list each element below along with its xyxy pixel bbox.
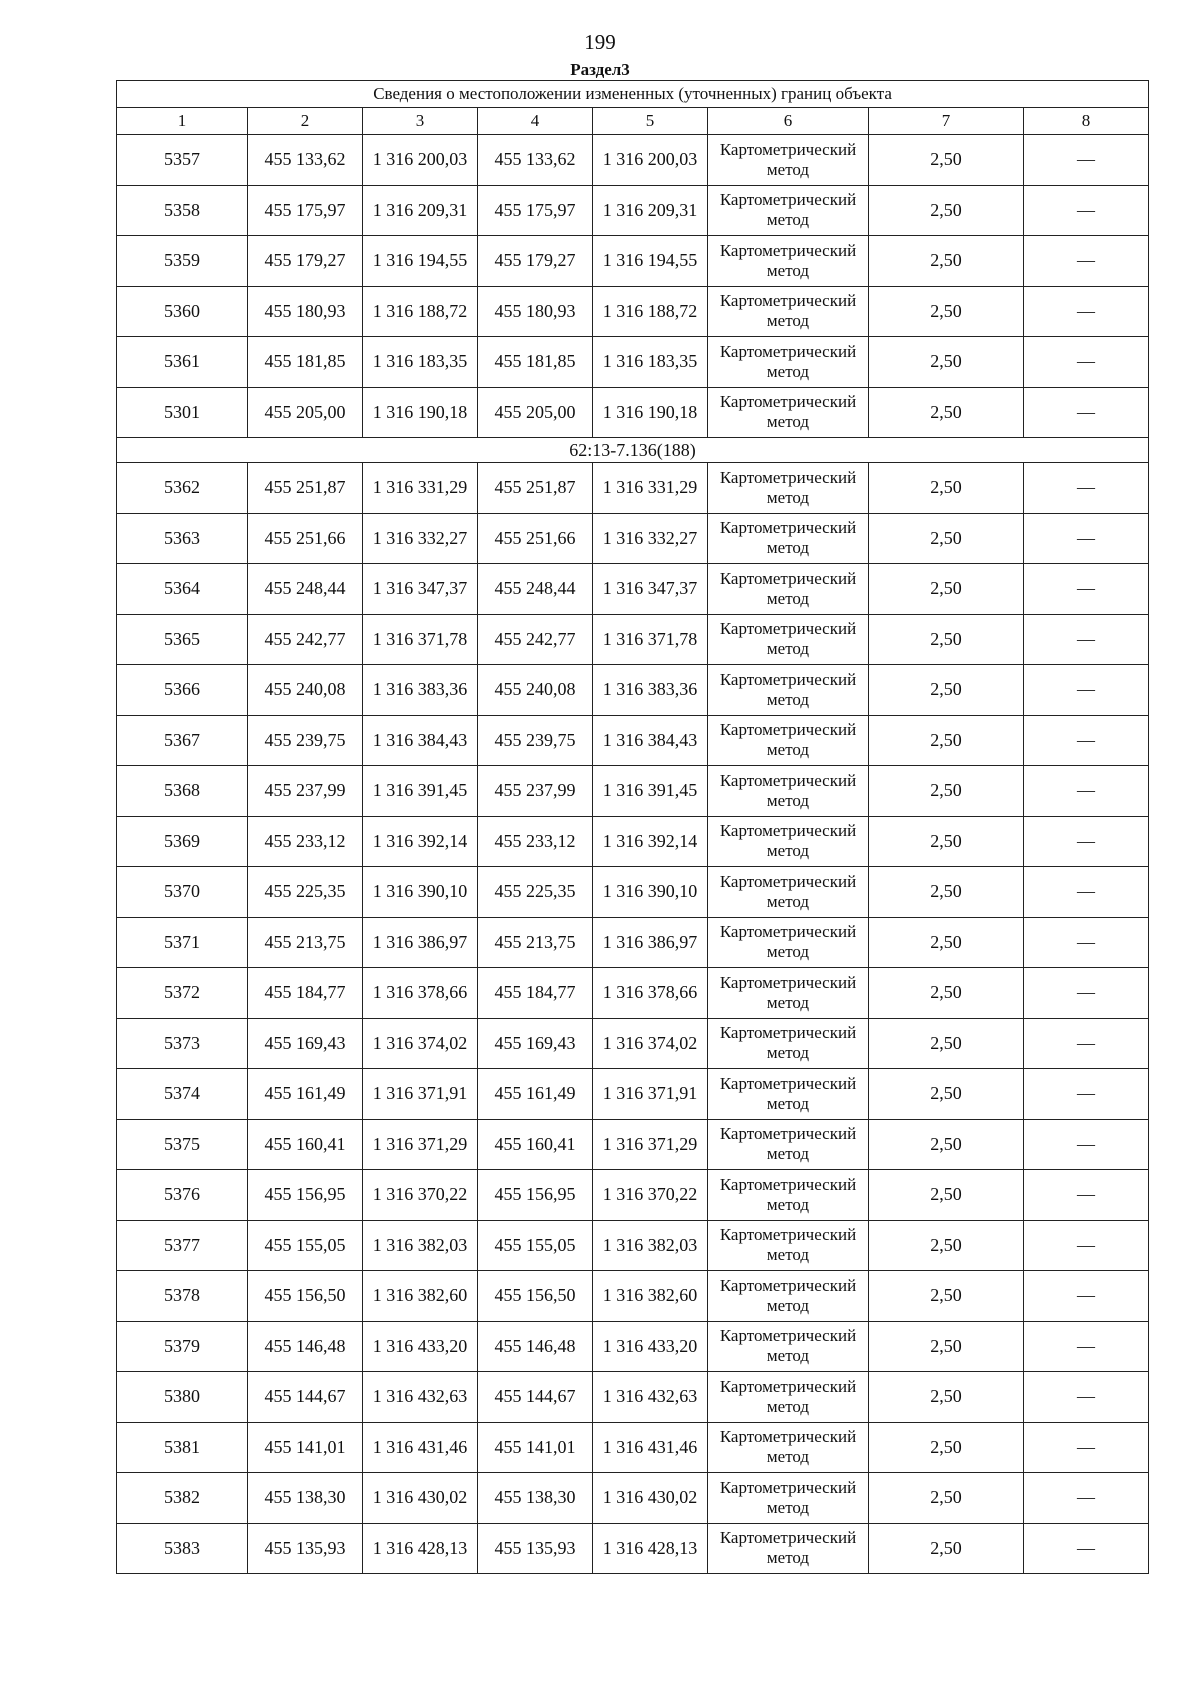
table-row: [117, 968, 1149, 1019]
accuracy-cell: 2,50: [869, 1372, 1024, 1423]
point-number-cell: 5373: [117, 1018, 248, 1069]
accuracy-cell: 2,50: [869, 1473, 1024, 1524]
x-new-cell: 455 233,12: [478, 816, 593, 867]
point-number-cell: 5357: [117, 135, 248, 186]
accuracy-cell: 2,50: [869, 968, 1024, 1019]
x-new-cell: 455 160,41: [478, 1119, 593, 1170]
y-old-cell: 1 316 433,20: [363, 1321, 478, 1372]
table-row: [117, 337, 1149, 388]
y-new-cell: 1 316 200,03: [593, 135, 708, 186]
accuracy-cell: 2,50: [869, 1170, 1024, 1221]
table-row: [117, 816, 1149, 867]
x-old-cell: 455 146,48: [248, 1321, 363, 1372]
accuracy-cell: 2,50: [869, 236, 1024, 287]
x-new-cell: 455 225,35: [478, 867, 593, 918]
x-new-cell: 455 138,30: [478, 1473, 593, 1524]
x-old-cell: 455 233,12: [248, 816, 363, 867]
method-cell: Картометрический метод: [708, 564, 869, 615]
group-header-row: [117, 438, 1149, 463]
x-old-cell: 455 239,75: [248, 715, 363, 766]
x-new-cell: 455 156,50: [478, 1271, 593, 1322]
boundary-coordinates-table: [116, 80, 1149, 1574]
x-new-cell: 455 133,62: [478, 135, 593, 186]
method-cell: Картометрический метод: [708, 1523, 869, 1574]
x-new-cell: 455 179,27: [478, 236, 593, 287]
y-new-cell: 1 316 332,27: [593, 513, 708, 564]
y-new-cell: 1 316 433,20: [593, 1321, 708, 1372]
description-cell: —: [1024, 816, 1149, 867]
page-number: 199: [584, 30, 616, 54]
y-old-cell: 1 316 209,31: [363, 185, 478, 236]
table-row: [117, 1170, 1149, 1221]
y-new-cell: 1 316 371,78: [593, 614, 708, 665]
description-cell: —: [1024, 917, 1149, 968]
description-cell: —: [1024, 1018, 1149, 1069]
method-cell: Картометрический метод: [708, 1372, 869, 1423]
x-old-cell: 455 213,75: [248, 917, 363, 968]
x-new-cell: 455 181,85: [478, 337, 593, 388]
description-cell: —: [1024, 867, 1149, 918]
y-new-cell: 1 316 209,31: [593, 185, 708, 236]
accuracy-cell: 2,50: [869, 135, 1024, 186]
column-number-3: 3: [363, 108, 478, 135]
point-number-cell: 5362: [117, 463, 248, 514]
x-new-cell: 455 146,48: [478, 1321, 593, 1372]
accuracy-cell: 2,50: [869, 1523, 1024, 1574]
y-old-cell: 1 316 370,22: [363, 1170, 478, 1221]
accuracy-cell: 2,50: [869, 1422, 1024, 1473]
description-cell: —: [1024, 1119, 1149, 1170]
point-number-cell: 5369: [117, 816, 248, 867]
column-number-row: [117, 108, 1149, 135]
point-number-cell: 5381: [117, 1422, 248, 1473]
method-cell: Картометрический метод: [708, 513, 869, 564]
table-row: [117, 614, 1149, 665]
y-new-cell: 1 316 371,29: [593, 1119, 708, 1170]
y-old-cell: 1 316 188,72: [363, 286, 478, 337]
y-new-cell: 1 316 374,02: [593, 1018, 708, 1069]
table-row: [117, 867, 1149, 918]
accuracy-cell: 2,50: [869, 463, 1024, 514]
x-old-cell: 455 156,95: [248, 1170, 363, 1221]
method-cell: Картометрический метод: [708, 816, 869, 867]
y-old-cell: 1 316 390,10: [363, 867, 478, 918]
description-cell: —: [1024, 185, 1149, 236]
method-cell: Картометрический метод: [708, 614, 869, 665]
accuracy-cell: 2,50: [869, 917, 1024, 968]
x-old-cell: 455 237,99: [248, 766, 363, 817]
x-old-cell: 455 133,62: [248, 135, 363, 186]
y-new-cell: 1 316 430,02: [593, 1473, 708, 1524]
accuracy-cell: 2,50: [869, 1018, 1024, 1069]
accuracy-cell: 2,50: [869, 867, 1024, 918]
method-cell: Картометрический метод: [708, 867, 869, 918]
y-old-cell: 1 316 331,29: [363, 463, 478, 514]
section-title: Раздел3: [570, 60, 630, 79]
point-number-cell: 5301: [117, 387, 248, 438]
y-new-cell: 1 316 392,14: [593, 816, 708, 867]
y-old-cell: 1 316 382,60: [363, 1271, 478, 1322]
table-caption: Сведения о местоположении измененных (уточненных) границ объекта: [117, 81, 1149, 108]
x-new-cell: 455 205,00: [478, 387, 593, 438]
point-number-cell: 5360: [117, 286, 248, 337]
x-new-cell: 455 180,93: [478, 286, 593, 337]
description-cell: —: [1024, 564, 1149, 615]
y-new-cell: 1 316 391,45: [593, 766, 708, 817]
x-new-cell: 455 175,97: [478, 185, 593, 236]
description-cell: —: [1024, 463, 1149, 514]
x-new-cell: 455 213,75: [478, 917, 593, 968]
x-new-cell: 455 161,49: [478, 1069, 593, 1120]
description-cell: —: [1024, 286, 1149, 337]
x-new-cell: 455 237,99: [478, 766, 593, 817]
x-old-cell: 455 225,35: [248, 867, 363, 918]
x-old-cell: 455 240,08: [248, 665, 363, 716]
y-new-cell: 1 316 386,97: [593, 917, 708, 968]
table-row: [117, 564, 1149, 615]
accuracy-cell: 2,50: [869, 715, 1024, 766]
y-new-cell: 1 316 383,36: [593, 665, 708, 716]
description-cell: —: [1024, 968, 1149, 1019]
accuracy-cell: 2,50: [869, 1069, 1024, 1120]
description-cell: —: [1024, 1422, 1149, 1473]
description-cell: —: [1024, 1321, 1149, 1372]
x-old-cell: 455 175,97: [248, 185, 363, 236]
accuracy-cell: 2,50: [869, 1321, 1024, 1372]
x-new-cell: 455 251,87: [478, 463, 593, 514]
table-row: [117, 286, 1149, 337]
point-number-cell: 5367: [117, 715, 248, 766]
column-number-8: 8: [1024, 108, 1149, 135]
accuracy-cell: 2,50: [869, 564, 1024, 615]
description-cell: —: [1024, 715, 1149, 766]
point-number-cell: 5370: [117, 867, 248, 918]
point-number-cell: 5368: [117, 766, 248, 817]
x-old-cell: 455 180,93: [248, 286, 363, 337]
table-row: [117, 1422, 1149, 1473]
method-cell: Картометрический метод: [708, 715, 869, 766]
y-old-cell: 1 316 200,03: [363, 135, 478, 186]
x-new-cell: 455 156,95: [478, 1170, 593, 1221]
y-new-cell: 1 316 188,72: [593, 286, 708, 337]
method-cell: Картометрический метод: [708, 917, 869, 968]
y-old-cell: 1 316 432,63: [363, 1372, 478, 1423]
accuracy-cell: 2,50: [869, 665, 1024, 716]
y-new-cell: 1 316 371,91: [593, 1069, 708, 1120]
y-old-cell: 1 316 392,14: [363, 816, 478, 867]
table-row: [117, 1069, 1149, 1120]
x-new-cell: 455 155,05: [478, 1220, 593, 1271]
point-number-cell: 5358: [117, 185, 248, 236]
table-row: [117, 1018, 1149, 1069]
point-number-cell: 5365: [117, 614, 248, 665]
x-old-cell: 455 138,30: [248, 1473, 363, 1524]
x-new-cell: 455 248,44: [478, 564, 593, 615]
y-new-cell: 1 316 382,03: [593, 1220, 708, 1271]
point-number-cell: 5363: [117, 513, 248, 564]
y-new-cell: 1 316 378,66: [593, 968, 708, 1019]
table-row: [117, 665, 1149, 716]
y-new-cell: 1 316 431,46: [593, 1422, 708, 1473]
accuracy-cell: 2,50: [869, 816, 1024, 867]
table-row: [117, 715, 1149, 766]
point-number-cell: 5366: [117, 665, 248, 716]
x-new-cell: 455 242,77: [478, 614, 593, 665]
y-old-cell: 1 316 391,45: [363, 766, 478, 817]
point-number-cell: 5371: [117, 917, 248, 968]
y-old-cell: 1 316 386,97: [363, 917, 478, 968]
accuracy-cell: 2,50: [869, 1271, 1024, 1322]
point-number-cell: 5359: [117, 236, 248, 287]
table-row: [117, 917, 1149, 968]
column-number-2: 2: [248, 108, 363, 135]
accuracy-cell: 2,50: [869, 513, 1024, 564]
x-old-cell: 455 156,50: [248, 1271, 363, 1322]
description-cell: —: [1024, 135, 1149, 186]
y-old-cell: 1 316 190,18: [363, 387, 478, 438]
y-old-cell: 1 316 383,36: [363, 665, 478, 716]
x-old-cell: 455 160,41: [248, 1119, 363, 1170]
x-new-cell: 455 240,08: [478, 665, 593, 716]
description-cell: —: [1024, 766, 1149, 817]
description-cell: —: [1024, 387, 1149, 438]
y-new-cell: 1 316 331,29: [593, 463, 708, 514]
method-cell: Картометрический метод: [708, 1119, 869, 1170]
method-cell: Картометрический метод: [708, 968, 869, 1019]
table-row: [117, 1321, 1149, 1372]
description-cell: —: [1024, 1372, 1149, 1423]
x-new-cell: 455 144,67: [478, 1372, 593, 1423]
accuracy-cell: 2,50: [869, 1220, 1024, 1271]
table-row: [117, 1523, 1149, 1574]
x-new-cell: 455 169,43: [478, 1018, 593, 1069]
y-old-cell: 1 316 347,37: [363, 564, 478, 615]
column-number-5: 5: [593, 108, 708, 135]
accuracy-cell: 2,50: [869, 337, 1024, 388]
y-new-cell: 1 316 190,18: [593, 387, 708, 438]
description-cell: —: [1024, 665, 1149, 716]
x-new-cell: 455 251,66: [478, 513, 593, 564]
x-new-cell: 455 184,77: [478, 968, 593, 1019]
description-cell: —: [1024, 614, 1149, 665]
cadastral-group-label: 62:13-7.136(188): [117, 438, 1149, 463]
y-new-cell: 1 316 390,10: [593, 867, 708, 918]
method-cell: Картометрический метод: [708, 1069, 869, 1120]
y-old-cell: 1 316 378,66: [363, 968, 478, 1019]
description-cell: —: [1024, 1473, 1149, 1524]
x-old-cell: 455 251,66: [248, 513, 363, 564]
y-new-cell: 1 316 428,13: [593, 1523, 708, 1574]
method-cell: Картометрический метод: [708, 1422, 869, 1473]
table-body: [117, 135, 1149, 1574]
x-old-cell: 455 169,43: [248, 1018, 363, 1069]
table-row: [117, 1473, 1149, 1524]
description-cell: —: [1024, 513, 1149, 564]
description-cell: —: [1024, 1170, 1149, 1221]
point-number-cell: 5380: [117, 1372, 248, 1423]
table-row: [117, 766, 1149, 817]
y-old-cell: 1 316 430,02: [363, 1473, 478, 1524]
y-old-cell: 1 316 371,91: [363, 1069, 478, 1120]
table-row: [117, 236, 1149, 287]
x-old-cell: 455 141,01: [248, 1422, 363, 1473]
x-old-cell: 455 135,93: [248, 1523, 363, 1574]
x-old-cell: 455 144,67: [248, 1372, 363, 1423]
x-old-cell: 455 179,27: [248, 236, 363, 287]
point-number-cell: 5383: [117, 1523, 248, 1574]
x-old-cell: 455 251,87: [248, 463, 363, 514]
accuracy-cell: 2,50: [869, 614, 1024, 665]
point-number-cell: 5376: [117, 1170, 248, 1221]
y-new-cell: 1 316 370,22: [593, 1170, 708, 1221]
method-cell: Картометрический метод: [708, 135, 869, 186]
method-cell: Картометрический метод: [708, 387, 869, 438]
column-number-1: 1: [117, 108, 248, 135]
method-cell: Картометрический метод: [708, 185, 869, 236]
y-old-cell: 1 316 384,43: [363, 715, 478, 766]
point-number-cell: 5372: [117, 968, 248, 1019]
x-old-cell: 455 161,49: [248, 1069, 363, 1120]
y-old-cell: 1 316 183,35: [363, 337, 478, 388]
y-old-cell: 1 316 431,46: [363, 1422, 478, 1473]
accuracy-cell: 2,50: [869, 387, 1024, 438]
x-new-cell: 455 135,93: [478, 1523, 593, 1574]
method-cell: Картометрический метод: [708, 665, 869, 716]
table-row: [117, 463, 1149, 514]
y-old-cell: 1 316 371,78: [363, 614, 478, 665]
y-new-cell: 1 316 384,43: [593, 715, 708, 766]
x-old-cell: 455 181,85: [248, 337, 363, 388]
method-cell: Картометрический метод: [708, 766, 869, 817]
description-cell: —: [1024, 236, 1149, 287]
method-cell: Картометрический метод: [708, 337, 869, 388]
column-number-7: 7: [869, 108, 1024, 135]
method-cell: Картометрический метод: [708, 463, 869, 514]
point-number-cell: 5361: [117, 337, 248, 388]
table-row: [117, 1372, 1149, 1423]
method-cell: Картометрический метод: [708, 1473, 869, 1524]
x-old-cell: 455 155,05: [248, 1220, 363, 1271]
method-cell: Картометрический метод: [708, 1170, 869, 1221]
table-row: [117, 1271, 1149, 1322]
x-old-cell: 455 242,77: [248, 614, 363, 665]
point-number-cell: 5378: [117, 1271, 248, 1322]
method-cell: Картометрический метод: [708, 1018, 869, 1069]
description-cell: —: [1024, 1271, 1149, 1322]
column-number-4: 4: [478, 108, 593, 135]
method-cell: Картометрический метод: [708, 286, 869, 337]
y-new-cell: 1 316 183,35: [593, 337, 708, 388]
point-number-cell: 5382: [117, 1473, 248, 1524]
method-cell: Картометрический метод: [708, 1321, 869, 1372]
point-number-cell: 5375: [117, 1119, 248, 1170]
y-new-cell: 1 316 194,55: [593, 236, 708, 287]
table-row: [117, 135, 1149, 186]
y-old-cell: 1 316 382,03: [363, 1220, 478, 1271]
accuracy-cell: 2,50: [869, 185, 1024, 236]
point-number-cell: 5364: [117, 564, 248, 615]
x-old-cell: 455 248,44: [248, 564, 363, 615]
table-row: [117, 185, 1149, 236]
y-old-cell: 1 316 374,02: [363, 1018, 478, 1069]
description-cell: —: [1024, 1523, 1149, 1574]
y-old-cell: 1 316 332,27: [363, 513, 478, 564]
table-row: [117, 387, 1149, 438]
accuracy-cell: 2,50: [869, 1119, 1024, 1170]
y-old-cell: 1 316 194,55: [363, 236, 478, 287]
y-new-cell: 1 316 382,60: [593, 1271, 708, 1322]
x-old-cell: 455 184,77: [248, 968, 363, 1019]
y-old-cell: 1 316 428,13: [363, 1523, 478, 1574]
point-number-cell: 5374: [117, 1069, 248, 1120]
method-cell: Картометрический метод: [708, 236, 869, 287]
column-number-6: 6: [708, 108, 869, 135]
description-cell: —: [1024, 337, 1149, 388]
point-number-cell: 5377: [117, 1220, 248, 1271]
y-new-cell: 1 316 347,37: [593, 564, 708, 615]
method-cell: Картометрический метод: [708, 1271, 869, 1322]
table-row: [117, 513, 1149, 564]
accuracy-cell: 2,50: [869, 766, 1024, 817]
x-new-cell: 455 141,01: [478, 1422, 593, 1473]
table-row: [117, 1220, 1149, 1271]
table-row: [117, 1119, 1149, 1170]
x-old-cell: 455 205,00: [248, 387, 363, 438]
x-new-cell: 455 239,75: [478, 715, 593, 766]
method-cell: Картометрический метод: [708, 1220, 869, 1271]
y-old-cell: 1 316 371,29: [363, 1119, 478, 1170]
accuracy-cell: 2,50: [869, 286, 1024, 337]
point-number-cell: 5379: [117, 1321, 248, 1372]
description-cell: —: [1024, 1220, 1149, 1271]
description-cell: —: [1024, 1069, 1149, 1120]
y-new-cell: 1 316 432,63: [593, 1372, 708, 1423]
